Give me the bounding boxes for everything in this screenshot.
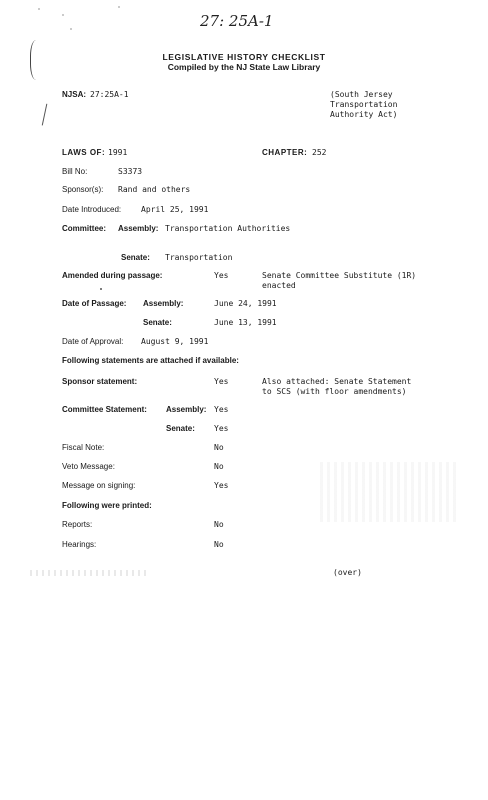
passage-assembly-label: Assembly: [143,299,184,308]
laws-of-label: LAWS OF: [62,148,106,157]
chapter-value: 252 [312,148,327,157]
over-note: (over) [333,568,362,577]
passage-assembly-value: June 24, 1991 [214,299,277,308]
date-introduced-value: April 25, 1991 [141,205,209,214]
handwritten-number: 27: 25A-1 [200,12,274,30]
committee-assembly-label: Assembly: [118,224,159,233]
act-name-line-2: Transportation [330,100,398,109]
fiscal-note-label: Fiscal Note: [62,443,105,452]
committee-statement-senate-label: Senate: [166,424,195,433]
bleed-through-artifact-bottom [30,570,150,576]
njsa-value: 27:25A-1 [90,90,129,99]
margin-pencil-tick [42,104,51,127]
committee-assembly-value: Transportation Authorities [165,224,291,233]
date-of-approval-value: August 9, 1991 [141,337,209,346]
committee-label: Committee: [62,224,107,233]
committee-statement-label: Committee Statement: [62,405,147,414]
committee-statement-assembly-value: Yes [214,405,229,414]
hearings-label: Hearings: [62,540,97,549]
reports-label: Reports: [62,520,93,529]
amended-value: Yes [214,271,229,280]
date-of-passage-label: Date of Passage: [62,299,127,308]
following-printed-heading: Following were printed: [62,501,152,510]
act-name-line-1: (South Jersey [330,90,393,99]
sponsor-statement-note-line-2: to SCS (with floor amendments) [262,387,407,396]
sponsor-statement-label: Sponsor statement: [62,377,138,386]
njsa-label: NJSA: [62,90,87,99]
act-name-line-3: Authority Act) [330,110,398,119]
bill-no-label: Bill No: [62,167,88,176]
reports-value: No [214,520,224,529]
message-on-signing-value: Yes [214,481,229,490]
chapter-label: CHAPTER: [262,148,308,157]
bill-no-value: S3373 [118,167,143,176]
committee-senate-value: Transportation [165,253,233,262]
document-subtitle: Compiled by the NJ State Law Library [167,62,321,72]
date-of-approval-label: Date of Approval: [62,337,124,346]
bleed-through-artifact [320,462,460,522]
amended-note-line-2: enacted [262,281,296,290]
passage-senate-label: Senate: [143,318,172,327]
amended-note-line-1: Senate Committee Substitute (1R) [262,271,417,280]
sponsor-statement-value: Yes [214,377,229,386]
document-title: LEGISLATIVE HISTORY CHECKLIST [162,52,326,62]
veto-message-label: Veto Message: [62,462,115,471]
committee-statement-assembly-label: Assembly: [166,405,207,414]
amended-label: Amended during passage: [62,271,163,280]
following-attached-heading: Following statements are attached if available: [62,356,239,365]
hearings-value: No [214,540,224,549]
veto-message-value: No [214,462,224,471]
sponsors-value: Rand and others [118,185,191,194]
message-on-signing-label: Message on signing: [62,481,136,490]
laws-of-value: 1991 [108,148,128,157]
passage-senate-value: June 13, 1991 [214,318,277,327]
date-introduced-label: Date Introduced: [62,205,122,214]
sponsors-label: Sponsor(s): [62,185,104,194]
sponsor-statement-note-line-1: Also attached: Senate Statement [262,377,412,386]
fiscal-note-value: No [214,443,224,452]
committee-statement-senate-value: Yes [214,424,229,433]
committee-senate-label: Senate: [121,253,150,262]
